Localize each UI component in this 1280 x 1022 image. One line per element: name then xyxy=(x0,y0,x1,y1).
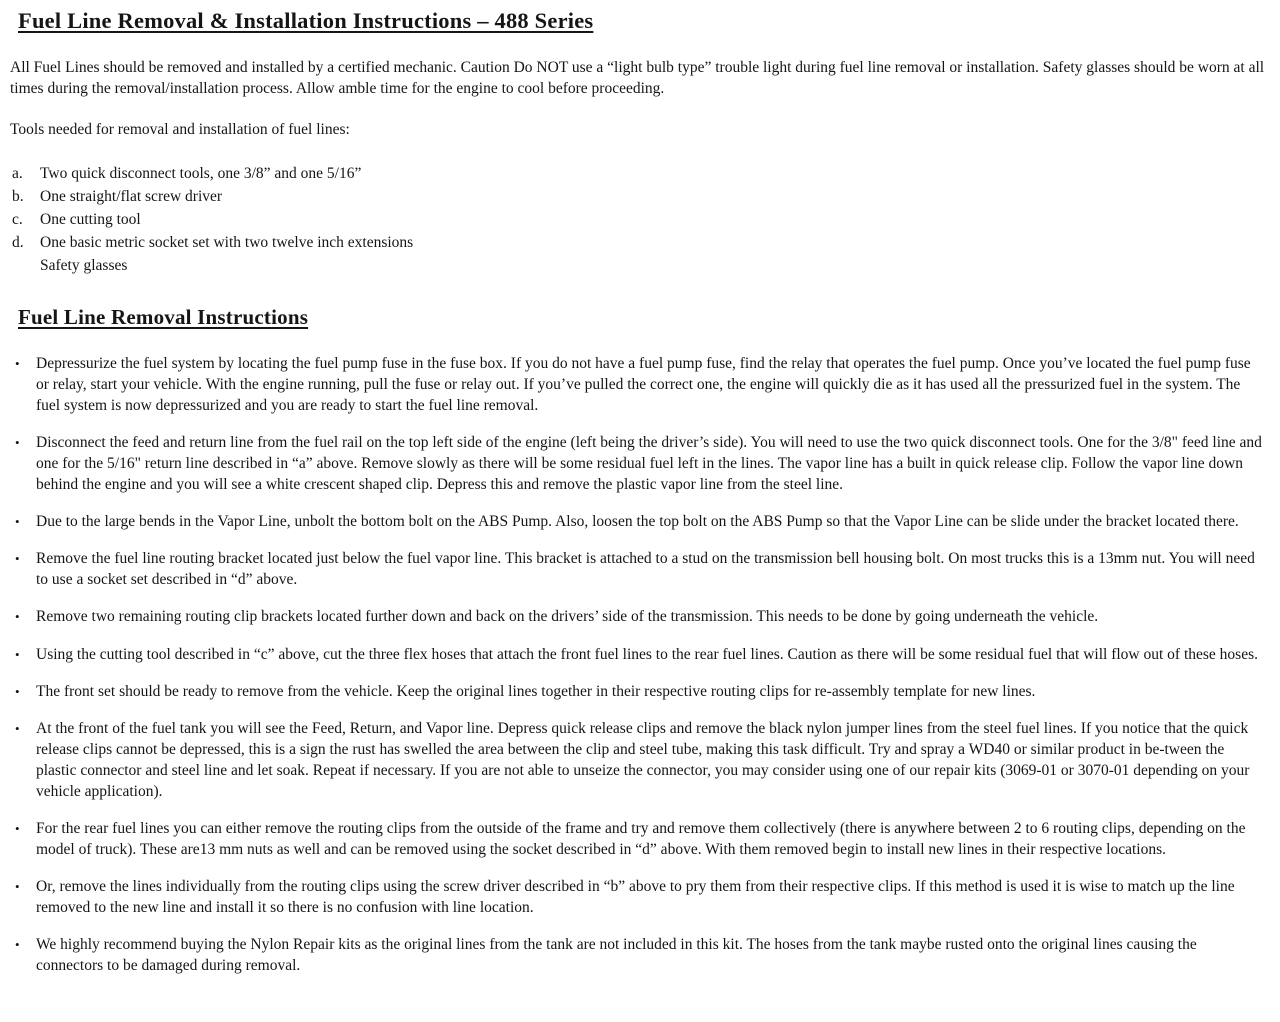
bullet-icon: • xyxy=(15,435,20,450)
bullet-icon: • xyxy=(15,609,20,625)
tools-list-item-b xyxy=(10,186,1266,207)
bullet-text: For the rear fuel lines you can either remove the routing clips from the outside of the frame and try and remove them collectively (there is anywhere between 2 to 6 routing clips, depending on the model of truck). These are13 mm nuts as well and can be removed using the socket described in “d” above. With them removed begin to install new lines in their respective locations. xyxy=(36,820,1246,859)
intro-paragraph: All Fuel Lines should be removed and installed by a certified mechanic. Caution Do NOT use a “light bulb type” trouble light during fuel line removal or installation. Safety glasses should be worn at all times during the removal/installation process. Allow amble time for the engine to cool before proceeding. xyxy=(10,58,1265,97)
tools-list-item-d xyxy=(10,232,1266,253)
tools-list-item-c xyxy=(10,209,1266,230)
bullet-icon: • xyxy=(15,514,20,530)
bullet-icon: • xyxy=(15,551,20,567)
bullet-text: We highly recommend buying the Nylon Repair kits as the original lines from the tank are not included in this kit. The hoses from the tank maybe rusted onto the original lines causing the connectors to be damaged during removal. xyxy=(36,936,1197,975)
document-title: Fuel Line Removal & Installation Instructions – 488 Series xyxy=(18,8,594,33)
bullet-text: Remove the fuel line routing bracket located just below the fuel vapor line. This bracket is attached to a stud on the transmission bell housing bolt. On most trucks this is a 13mm nut. You will need to use a socket set described in “d” above. xyxy=(36,550,1255,589)
bullet-item xyxy=(10,718,1266,802)
list-marker: a. xyxy=(12,164,23,182)
list-item-text: One cutting tool xyxy=(40,210,141,228)
section-heading: Fuel Line Removal Instructions xyxy=(18,305,309,330)
bullet-text: Or, remove the lines individually from the routing clips using the screw driver described in “b” above to pry them from their respective clips. If this method is used it is wise to match up the line removed to the new line and install it so there is no confusion with line location. xyxy=(36,878,1235,917)
bullet-text: Using the cutting tool described in “c” above, cut the three flex hoses that attach the front fuel lines to the rear fuel lines. Caution as there will be some residual fuel that will flow out of these hoses. xyxy=(36,645,1258,663)
bullet-text: Remove two remaining routing clip brackets located further down and back on the drivers’ side of the transmission. This needs to be done by going underneath the vehicle. xyxy=(36,608,1099,626)
bullet-item xyxy=(10,353,1266,416)
bullet-icon: • xyxy=(15,821,20,837)
bullet-item xyxy=(10,876,1266,918)
bullet-item xyxy=(10,511,1266,532)
list-item-text: One straight/flat screw driver xyxy=(40,187,223,205)
list-marker: b. xyxy=(12,187,24,205)
bullet-item xyxy=(10,934,1266,976)
bullet-icon: • xyxy=(15,355,20,371)
bullet-text: At the front of the fuel tank you will see the Feed, Return, and Vapor line. Depress quick release clips and remove the black nylon jumper lines from the steel fuel lines. If you notice that the quick release clips cannot be depressed, this is a sign the rust has swelled the area between the clip and steel tube, making this task difficult. Try and spray a WD40 or similar product in be-tween the plastic connector and steel line and let soak. Repeat if necessary. If you are not able to unseize the connector, you may consider using one of our repair kits (3069-01 or 3070-01 depending on your vehicle application). xyxy=(36,719,1250,800)
list-item-text: One basic metric socket set with two twelve inch extensions xyxy=(40,234,414,252)
bullet-item xyxy=(10,818,1266,860)
list-item-text: Two quick disconnect tools, one 3/8” and one 5/16” xyxy=(40,164,362,182)
bullet-icon: • xyxy=(15,720,20,736)
bullet-icon: • xyxy=(15,683,20,699)
bullet-icon: • xyxy=(15,879,20,895)
bullet-text: The front set should be ready to remove from the vehicle. Keep the original lines together in their respective routing clips for re-assembly template for new lines. xyxy=(36,682,1036,700)
tools-list-item-a xyxy=(10,163,1266,184)
bullet-item xyxy=(10,548,1266,590)
bullet-item xyxy=(10,681,1266,702)
tools-list xyxy=(10,163,1266,276)
list-marker: d. xyxy=(12,234,24,252)
bullet-item xyxy=(10,606,1266,627)
bullet-item xyxy=(10,432,1266,495)
removal-instructions-list xyxy=(10,353,1266,977)
tools-list-item-d-continuation: Safety glasses xyxy=(40,257,128,275)
bullet-text: Disconnect the feed and return line from the fuel rail on the top left side of the engine (left being the driver’s side). You will need to use the two quick disconnect tools. One for the 3/8" feed line and one for the 5/16" return line described in “a” above. Remove slowly as there will be some residual fuel left in the lines. The vapor line has a built in quick release clip. Follow the vapor line down behind the engine and you will see a white crescent shaped clip. Depress this and remove the plastic vapor line from the steel line. xyxy=(36,434,1262,494)
list-marker: c. xyxy=(12,210,23,228)
bullet-text: Due to the large bends in the Vapor Line, unbolt the bottom bolt on the ABS Pump. Also, loosen the top bolt on the ABS Pump so that the Vapor Line can be slide under the bracket located there. xyxy=(36,513,1239,531)
bullet-text: Depressurize the fuel system by locating the fuel pump fuse in the fuse box. If you do not have a fuel pump fuse, find the relay that operates the fuel pump. Once you’ve located the fuel pump fuse or relay, start your vehicle. With the engine running, pull the fuse or relay out. If you’ve pulled the correct one, the engine will quickly die as it has used all the pressurized fuel in the system. The fuel system is now depressurized and you are ready to start the fuel line removal. xyxy=(36,354,1251,414)
bullet-item xyxy=(10,644,1266,665)
tools-intro-paragraph: Tools needed for removal and installation of fuel lines: xyxy=(10,120,350,138)
bullet-icon: • xyxy=(15,937,20,953)
bullet-icon: • xyxy=(15,646,20,662)
